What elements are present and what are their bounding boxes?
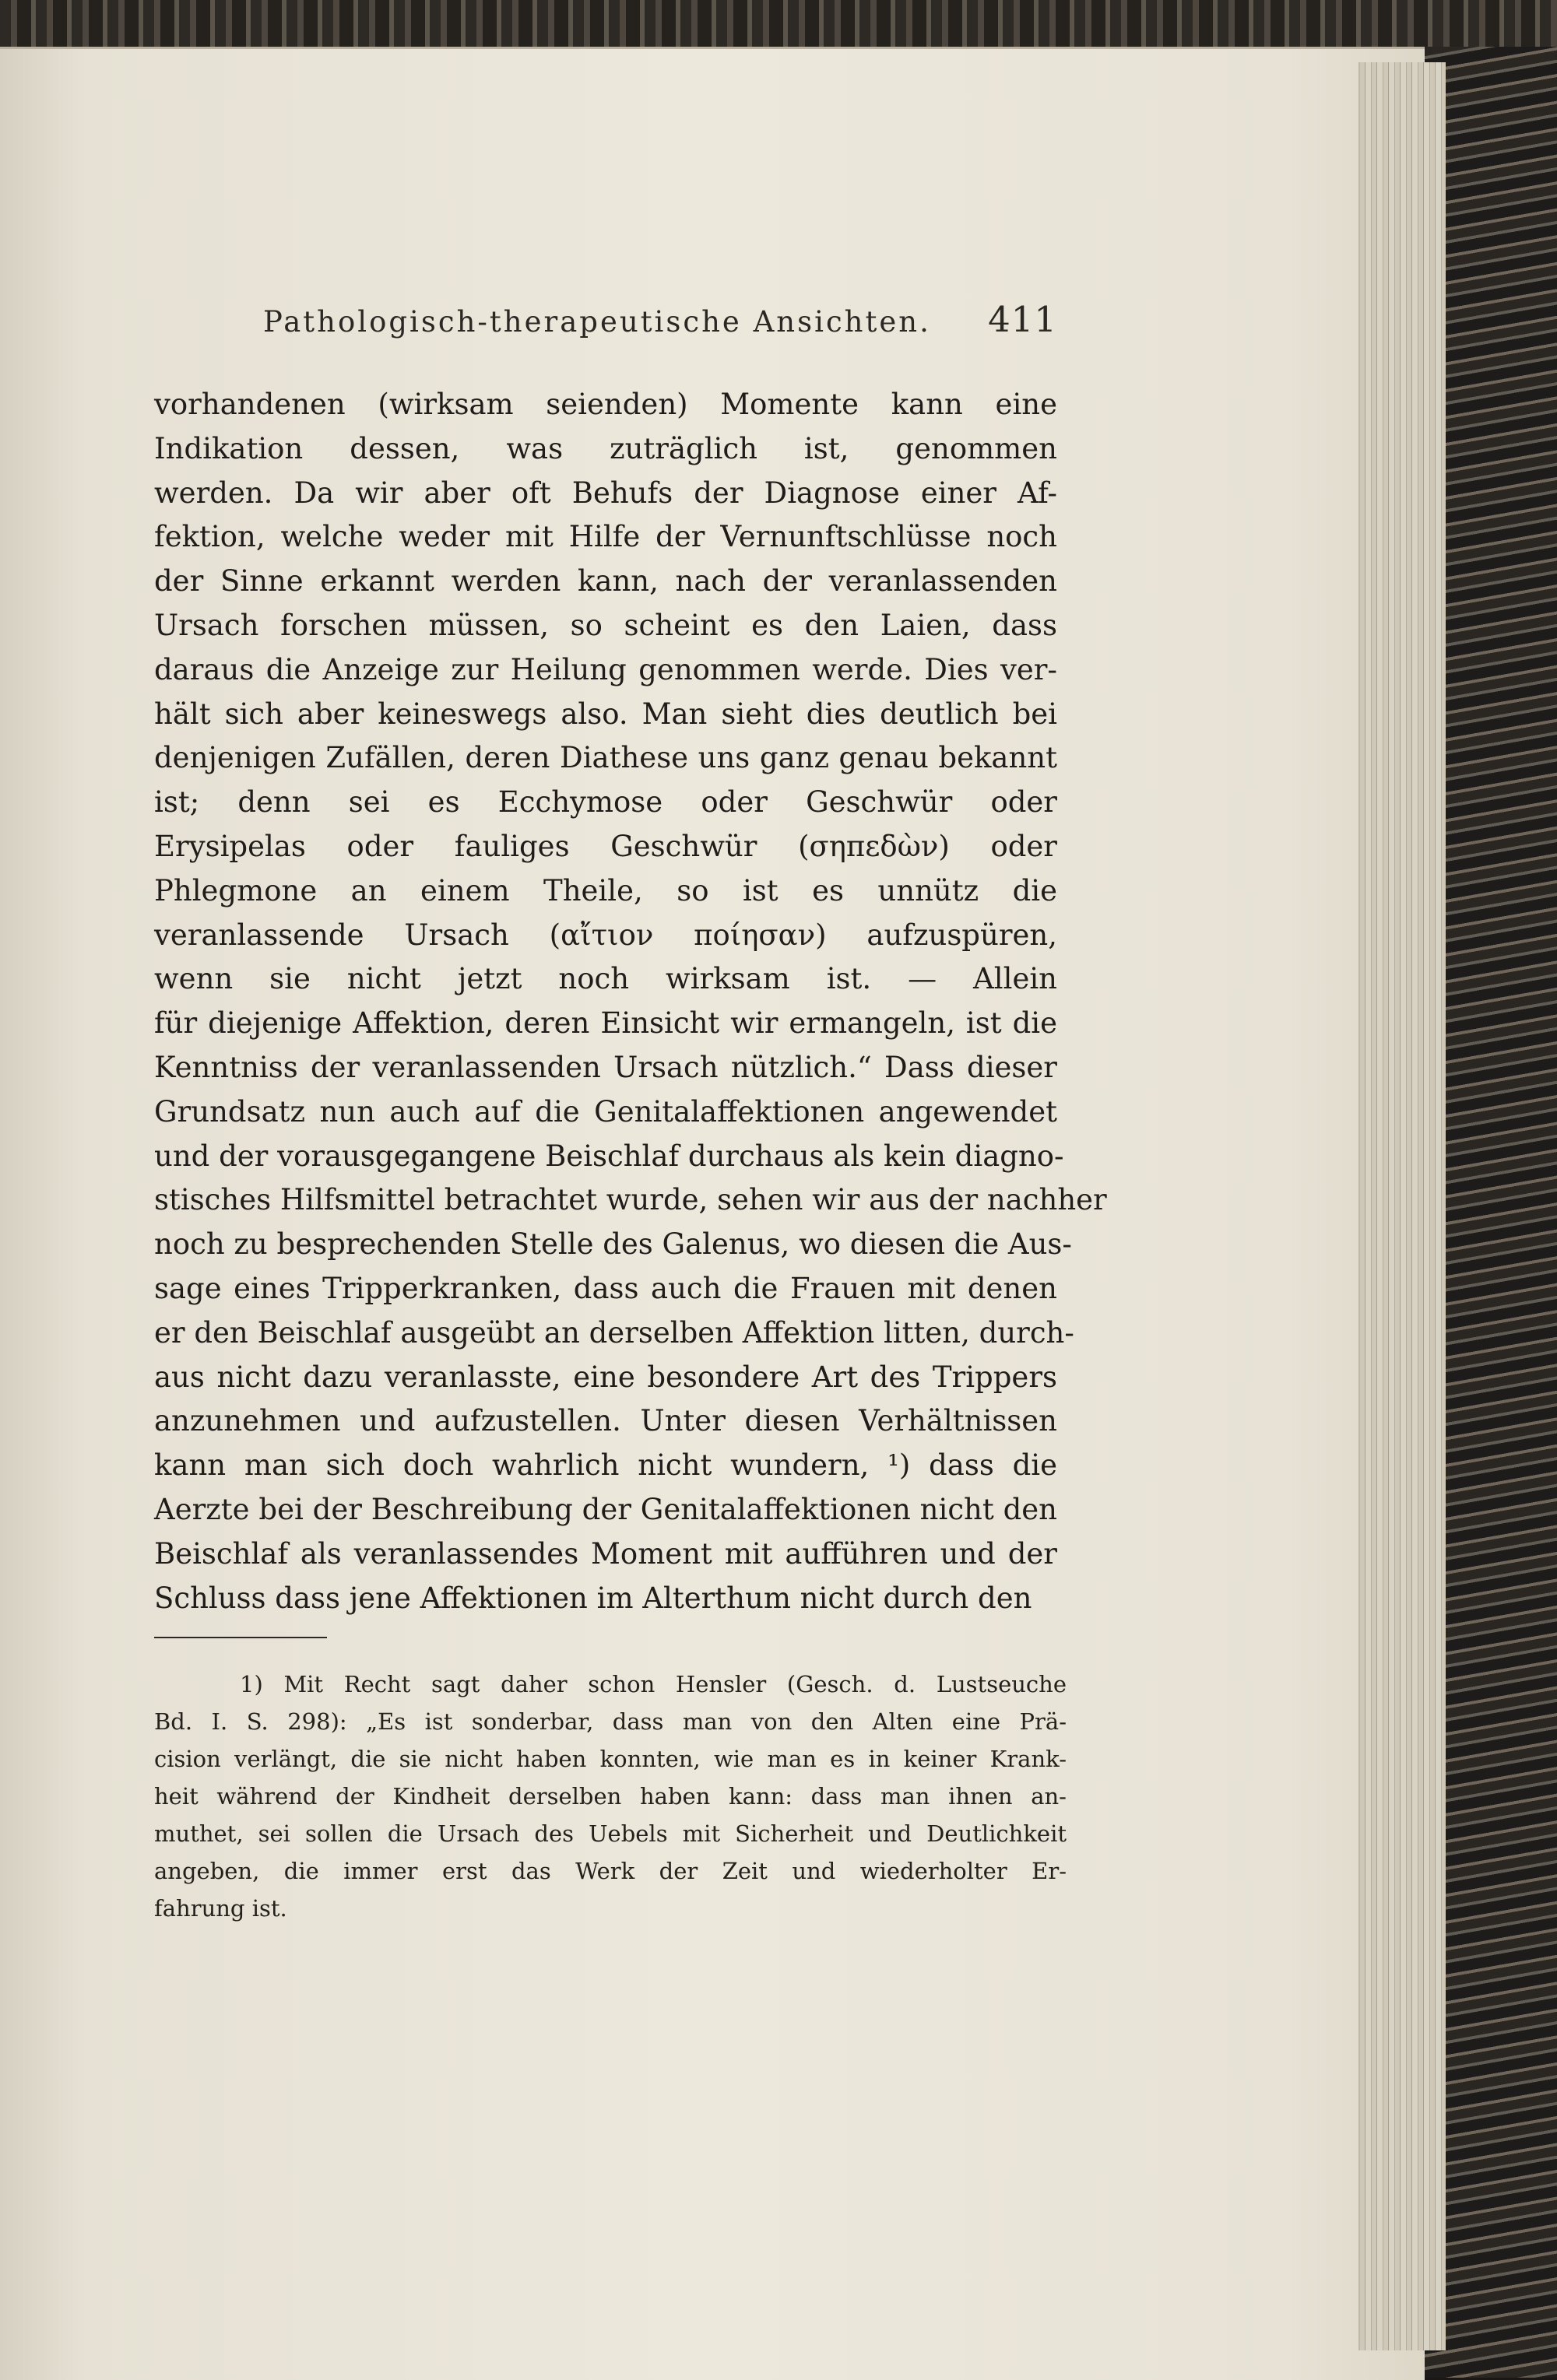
- body-line: anzunehmen und aufzustellen. Unter diesen Verhältnissen: [154, 1404, 1057, 1438]
- body-line: sage eines Tripperkranken, dass auch die Frauen mit denen: [154, 1271, 1057, 1305]
- body-line: aus nicht dazu veranlasste, eine besondere Art des Trippers: [154, 1360, 1057, 1394]
- body-line: stisches Hilfsmittel betrachtet wurde, sehen wir aus der nachher: [154, 1183, 1107, 1217]
- body-line: kann man sich doch wahrlich nicht wundern, ¹) dass die: [154, 1448, 1057, 1483]
- body-line: fektion, welche weder mit Hilfe der Vernunftschlüsse noch: [154, 520, 1057, 554]
- page-stack-edge: [1358, 62, 1446, 2350]
- body-line: Phlegmone an einem Theile, so ist es unnütz die: [154, 873, 1057, 907]
- body-line: daraus die Anzeige zur Heilung genommen werde. Dies ver-: [154, 652, 1057, 686]
- body-line: Schluss dass jene Affektionen im Alterthum nicht durch den: [154, 1581, 1032, 1615]
- body-line: noch zu besprechenden Stelle des Galenus, wo diesen die Aus-: [154, 1227, 1072, 1262]
- body-line: hält sich aber keineswegs also. Man sieht dies deutlich bei: [154, 697, 1057, 731]
- footnote-line: fahrung ist.: [154, 1895, 287, 1922]
- body-line: denjenigen Zufällen, deren Diathese uns ganz genau bekannt: [154, 741, 1057, 775]
- body-line: ist; denn sei es Ecchymose oder Geschwür oder: [154, 785, 1057, 820]
- body-line: der Sinne erkannt werden kann, nach der veranlassenden: [154, 564, 1057, 599]
- book-top-edge: [0, 0, 1557, 47]
- body-line: werden. Da wir aber oft Behufs der Diagnose einer Af-: [154, 476, 1057, 510]
- body-line: Ursach forschen müssen, so scheint es den Laien, dass: [154, 608, 1057, 642]
- footnote-line: Bd. I. S. 298): „Es ist sonderbar, dass man von den Alten eine Prä-: [154, 1708, 1067, 1735]
- footnote: [154, 1666, 1067, 1927]
- body-line: veranlassende Ursach (αἴτιον ποίησαν) aufzuspüren,: [154, 918, 1057, 952]
- body-line: Erysipelas oder fauliges Geschwür (σηπεδὼν) oder: [154, 829, 1057, 863]
- body-text: [154, 383, 1107, 1620]
- body-line: Aerzte bei der Beschreibung der Genitalaffektionen nicht den: [154, 1492, 1057, 1526]
- body-line: er den Beischlaf ausgeübt an derselben Affektion litten, durch-: [154, 1315, 1074, 1350]
- body-line: Kenntniss der veranlassenden Ursach nützlich.“ Dass dieser: [154, 1050, 1057, 1084]
- body-line: wenn sie nicht jetzt noch wirksam ist. — Allein: [154, 962, 1057, 996]
- footnote-line: cision verlängt, die sie nicht haben konnten, wie man es in keiner Krank-: [154, 1746, 1067, 1772]
- body-line: vorhandenen (wirksam seienden) Momente kann eine: [154, 388, 1057, 421]
- footnote-line: 1) Mit Recht sagt daher schon Hensler (Gesch. d. Lustseuche: [240, 1671, 1067, 1697]
- body-line: Grundsatz nun auch auf die Genitalaffektionen angewendet: [154, 1094, 1057, 1129]
- body-line: und der vorausgegangene Beischlaf durchaus als kein diagno-: [154, 1139, 1064, 1173]
- footnote-rule: [154, 1637, 327, 1638]
- body-line: Beischlaf als veranlassendes Moment mit aufführen und der: [154, 1536, 1057, 1571]
- footnote-line: angeben, die immer erst das Werk der Zeit und wiederholter Er-: [154, 1858, 1067, 1884]
- running-title: Pathologisch-therapeutische Ansichten.: [263, 305, 931, 339]
- body-line: für diejenige Affektion, deren Einsicht wir ermangeln, ist die: [154, 1006, 1057, 1041]
- footnote-line: muthet, sei sollen die Ursach des Uebels mit Sicherheit und Deutlichkeit: [154, 1820, 1067, 1847]
- footnote-line: heit während der Kindheit derselben haben kann: dass man ihnen an-: [154, 1783, 1067, 1810]
- body-line: Indikation dessen, was zuträglich ist, genommen: [154, 431, 1057, 465]
- page-number: 411: [988, 299, 1057, 340]
